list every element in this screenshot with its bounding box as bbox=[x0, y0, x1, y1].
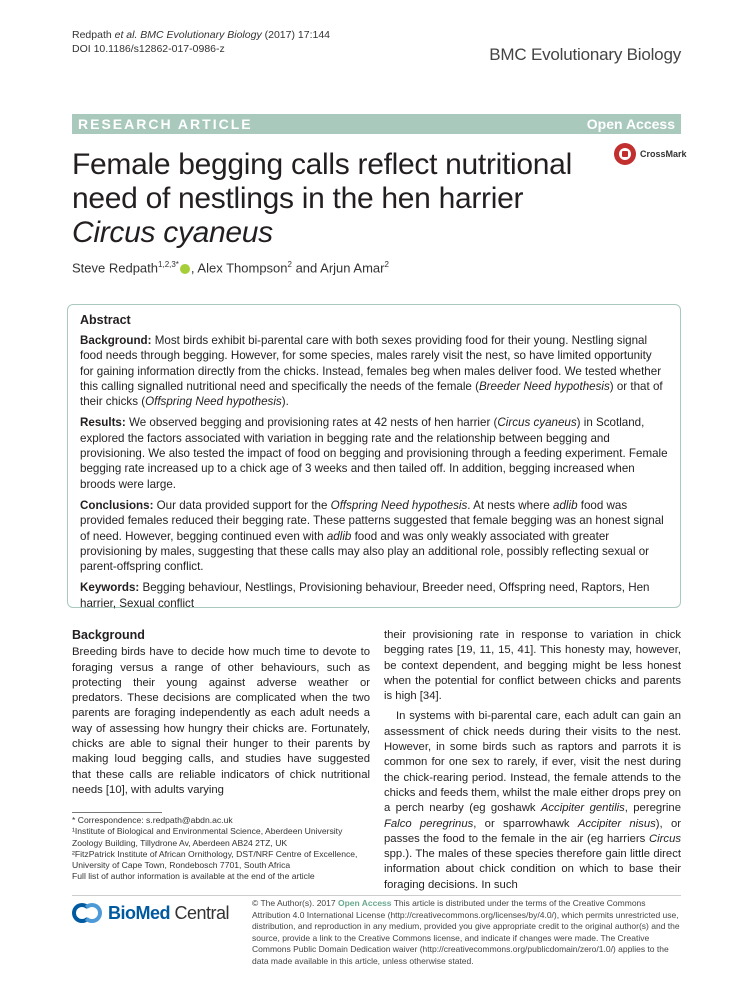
body-column-left bbox=[72, 628, 370, 803]
title-text: Female begging calls reflect nutritional need of nestlings in the hen harrier bbox=[72, 148, 572, 215]
footnote-divider bbox=[72, 812, 162, 813]
abstract-text: Our data provided support for the bbox=[153, 498, 331, 512]
abstract-text: ) or that of their chicks ( bbox=[80, 379, 663, 409]
abstract-results bbox=[80, 415, 668, 491]
abstract-box bbox=[67, 304, 681, 608]
abstract-text: We observed begging and provisioning rates at 42 nests of hen harrier ( bbox=[125, 416, 498, 430]
body-text: spp.). The males of these species therefore gain little direct information about chick condition on which to base their foraging decisions. In such bbox=[384, 848, 681, 891]
crossmark-label: CrossMark bbox=[640, 149, 687, 159]
biomed-central-logo[interactable] bbox=[72, 900, 229, 926]
author-3-affiliation: 2 bbox=[384, 260, 389, 269]
license-open-access: Open Access bbox=[337, 898, 392, 908]
author-info-note: Full list of author information is available at the end of the article bbox=[72, 871, 315, 882]
title-species: Circus cyaneus bbox=[72, 216, 273, 249]
license-body: This article is distributed under the terms of the Creative Commons Attribution 4.0 International License (http://creativecommons.org/licenses/by/4.0/), which permits unrestricted use, distribution, and reproduction in any medium, provided you give appropriate credit to the original author(s) and the source, provide a link to the Creative Commons license, and indicate if changes were made. The Creative Commons Public Domain Dedication waiver (http://creativecommons.org/publicdomain/zero/1.0/) applies to the data made available in this article, unless otherwise stated. bbox=[252, 898, 680, 966]
abstract-conclusions-label: Conclusions: bbox=[80, 498, 154, 512]
keywords-text: Begging behaviour, Nestlings, Provisioning behaviour, Breeder need, Offspring need, Raptors, Hen harrier, Sexual conflict bbox=[80, 581, 650, 610]
body-text: , peregrine bbox=[624, 802, 681, 815]
article-type-banner bbox=[72, 114, 681, 134]
author-2-affiliation: 2 bbox=[287, 260, 292, 269]
page-title bbox=[72, 148, 602, 250]
abstract-italic: adlib bbox=[326, 529, 352, 543]
species-name: Falco peregrinus bbox=[384, 817, 474, 830]
body-paragraph: their provisioning rate in response to variation in chick begging rates [19, 11, 15, 41]. This honesty may, however, be context dependent, and begging might be less honest when the potential for conflict between chicks and parents is high [34]. bbox=[384, 629, 681, 703]
logo-biomed: BioMed bbox=[108, 902, 170, 923]
journal-name: BMC Evolutionary Biology bbox=[489, 45, 681, 64]
abstract-text: ). bbox=[281, 395, 289, 409]
author-2[interactable]: , Alex Thompson bbox=[190, 260, 288, 276]
species-name: Circus bbox=[648, 832, 681, 845]
affiliation-2: ²FitzPatrick Institute of African Ornithology, DST/NRF Centre of Excellence, University of Cape Town, Rondebosch 7701, South Africa bbox=[72, 848, 358, 871]
license-text bbox=[252, 898, 682, 967]
abstract-italic: Circus cyaneus bbox=[497, 416, 577, 430]
author-list bbox=[72, 260, 389, 275]
abstract-italic: Offspring Need hypothesis bbox=[330, 498, 468, 512]
abstract-text: ) in Scotland, explored the factors associated with variation in begging rate and the relationship between begging and provisioning. We also tested the impact of food on begging and provisioning through a feeding experiment. Female begging rate increased up to a chick age of 3 weeks and then tailed off. In addition, begging increased when broods were large. bbox=[80, 416, 668, 491]
crossmark-icon bbox=[614, 143, 636, 165]
author-1[interactable]: Steve Redpath bbox=[72, 260, 159, 276]
body-paragraph: Breeding birds have to decide how much time to devote to foraging versus a range of other behaviours, such as protecting their young against adverse weather or predators. These decisions are complicated when the two parents are foraging independently as each adult needs a way of assessing how hungry their chicks are. Fortunately, chicks are able to signal their hunger to their parents by making loud begging calls, and studies have suggested that these calls are reliable indicators of chick nutritional needs [10], with adults varying bbox=[72, 646, 370, 796]
abstract-italic: adlib bbox=[553, 498, 578, 512]
abstract-text: food and was only weakly associated with greater provisioning by males, suggesting that these calls may also play an additional role, possibly reflecting sexual or parent-offspring conflict. bbox=[80, 529, 650, 574]
footnotes bbox=[72, 815, 372, 883]
citation-authors: Redpath bbox=[72, 29, 115, 41]
crossmark-button[interactable] bbox=[614, 143, 687, 165]
author-1-affiliation: 1,2,3* bbox=[158, 260, 179, 269]
abstract-text: food was provided females reduced their begging rate. These patterns suggested that female begging was an honest signal of need. However, begging continued even with bbox=[80, 498, 664, 543]
abstract-conclusions bbox=[80, 498, 668, 574]
abstract-background bbox=[80, 333, 668, 409]
biomed-central-icon bbox=[72, 900, 104, 926]
body-column-right bbox=[384, 628, 681, 898]
abstract-keywords bbox=[80, 580, 668, 611]
license-copyright: © The Author(s). 2017 bbox=[252, 898, 338, 908]
body-text: , or sparrowhawk bbox=[473, 817, 578, 830]
citation-volume: (2017) 17:144 bbox=[261, 29, 331, 41]
body-text: In systems with bi-parental care, each adult can gain an assessment of chick needs during their visits to the nest. However, in some birds such as raptors and parrots it is common for one sex to rarely, if ever, visit the nest during the chick-rearing period. Instead, the female attends to the chicks and feeds them, whilst the male either drops prey on a perch nearby (eg goshawk bbox=[384, 710, 682, 815]
citation-journal: et al. BMC Evolutionary Biology bbox=[114, 29, 262, 41]
abstract-italic: Breeder Need hypothesis bbox=[478, 379, 610, 393]
abstract-background-label: Background: bbox=[80, 334, 152, 347]
affiliation-1: ¹Institute of Biological and Environmental Science, Aberdeen University Zoology Building, Tillydrone Av, Aberdeen AB24 2TZ, UK bbox=[72, 826, 343, 848]
open-access-label: Open Access bbox=[586, 116, 675, 132]
logo-central: Central bbox=[170, 902, 230, 923]
correspondence[interactable]: * Correspondence: s.redpath@abdn.ac.uk bbox=[72, 815, 233, 825]
orcid-icon[interactable] bbox=[180, 264, 190, 274]
biomed-central-wordmark bbox=[108, 903, 229, 924]
abstract-keywords-label: Keywords: bbox=[80, 581, 140, 595]
footer-divider bbox=[72, 895, 681, 896]
body-text: ), or passes the food to the female in the air (eg harriers bbox=[384, 817, 681, 845]
article-type-label: RESEARCH ARTICLE bbox=[78, 116, 253, 132]
body-paragraph bbox=[384, 709, 681, 893]
citation-doi[interactable]: DOI 10.1186/s12862-017-0986-z bbox=[72, 43, 225, 55]
species-name: Accipiter gentilis bbox=[540, 802, 625, 815]
abstract-italic: Offspring Need hypothesis bbox=[145, 395, 282, 409]
citation bbox=[72, 28, 330, 56]
abstract-text: . At nests where bbox=[467, 498, 554, 512]
species-name: Accipiter nisus bbox=[577, 817, 656, 830]
section-heading-background: Background bbox=[72, 628, 145, 642]
abstract-heading: Abstract bbox=[80, 313, 131, 327]
citation-line-1 bbox=[72, 28, 330, 42]
author-3[interactable]: and Arjun Amar bbox=[291, 260, 385, 276]
abstract-text: Most birds exhibit bi-parental care with both sexes providing food for their young. Nestling signal food needs through begging. However, for some species, males rarely visit the nest, so have limited opportunity for gaining information directly from the chicks. Instead, females beg when males deliver food. We tested whether this calling signalled nutritional need and specifically the needs of the female ( bbox=[80, 334, 662, 393]
abstract-results-label: Results: bbox=[80, 416, 126, 430]
